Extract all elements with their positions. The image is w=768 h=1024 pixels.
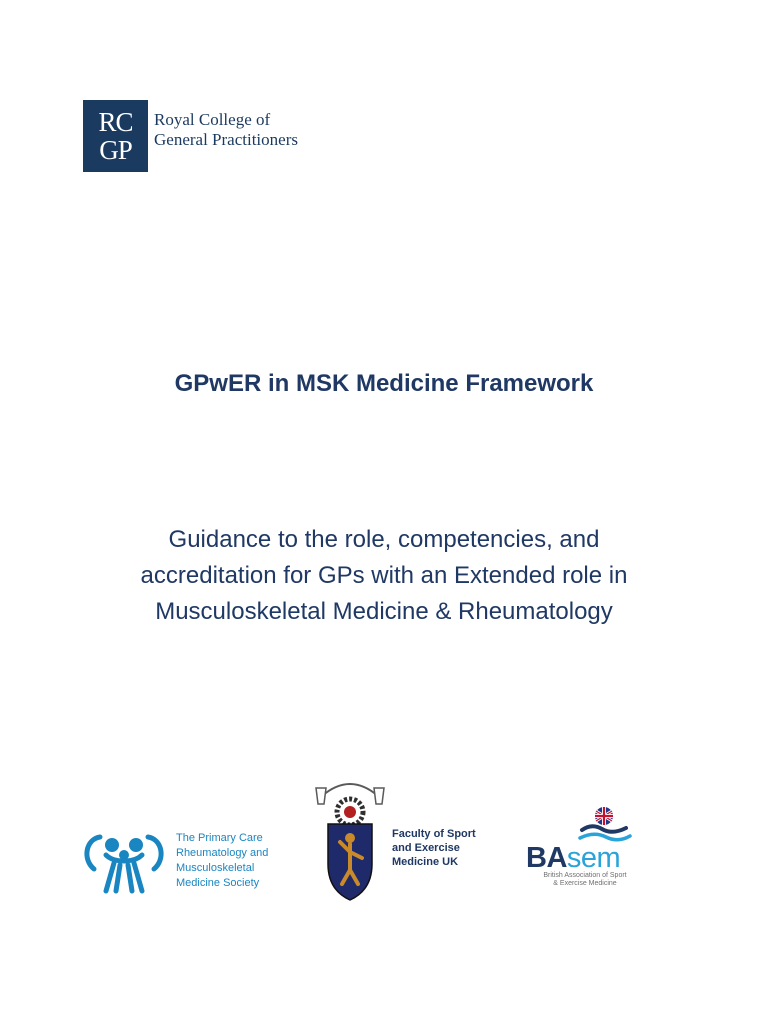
pcrmm-name-line-1: The Primary Care	[176, 832, 263, 844]
basem-wordmark-ba: BA	[526, 842, 567, 874]
fsem-name	[392, 827, 476, 869]
basem-flag-waves-icon	[522, 804, 650, 844]
pcrmm-icon	[80, 825, 168, 897]
basem-wordmark-sem: sem	[566, 842, 621, 874]
fsem-name-line-2: and Exercise	[392, 842, 460, 854]
subtitle-line-3: Musculoskeletal Medicine & Rheumatology	[155, 598, 613, 625]
rcgp-logo	[83, 100, 298, 172]
pcrmm-name	[176, 831, 268, 891]
rcgp-name-line-2: General Practitioners	[154, 130, 298, 149]
rcgp-mark	[83, 100, 148, 172]
pcrmm-name-line-2: Rheumatology and	[176, 847, 269, 859]
document-subtitle	[0, 522, 768, 630]
subtitle-line-1: Guidance to the role, competencies, and	[168, 526, 600, 553]
fsem-name-line-1: Faculty of Sport	[392, 828, 476, 840]
rcgp-name-line-1: Royal College of	[154, 110, 271, 129]
pcrmm-name-line-4: Medicine Society	[176, 877, 260, 889]
basem-caption-line-2: & Exercise Medicine	[553, 880, 617, 887]
fsem-logo	[314, 778, 476, 904]
rcgp-mark-line-1: RC	[98, 107, 133, 137]
subtitle-line-2: accreditation for GPs with an Extended role in	[140, 562, 628, 589]
basem-wordmark	[526, 842, 620, 875]
basem-caption	[522, 872, 648, 888]
fsem-crest-icon	[314, 778, 386, 904]
rcgp-mark-line-2: GP	[99, 135, 132, 165]
rcgp-name	[154, 110, 298, 150]
fsem-name-line-3: Medicine UK	[392, 856, 459, 868]
basem-caption-line-1: British Association of Sport	[543, 872, 627, 879]
pcrmm-logo	[80, 825, 268, 897]
pcrmm-name-line-3: Musculoskeletal	[176, 862, 255, 874]
document-title: GPwER in MSK Medicine Framework	[174, 370, 594, 397]
